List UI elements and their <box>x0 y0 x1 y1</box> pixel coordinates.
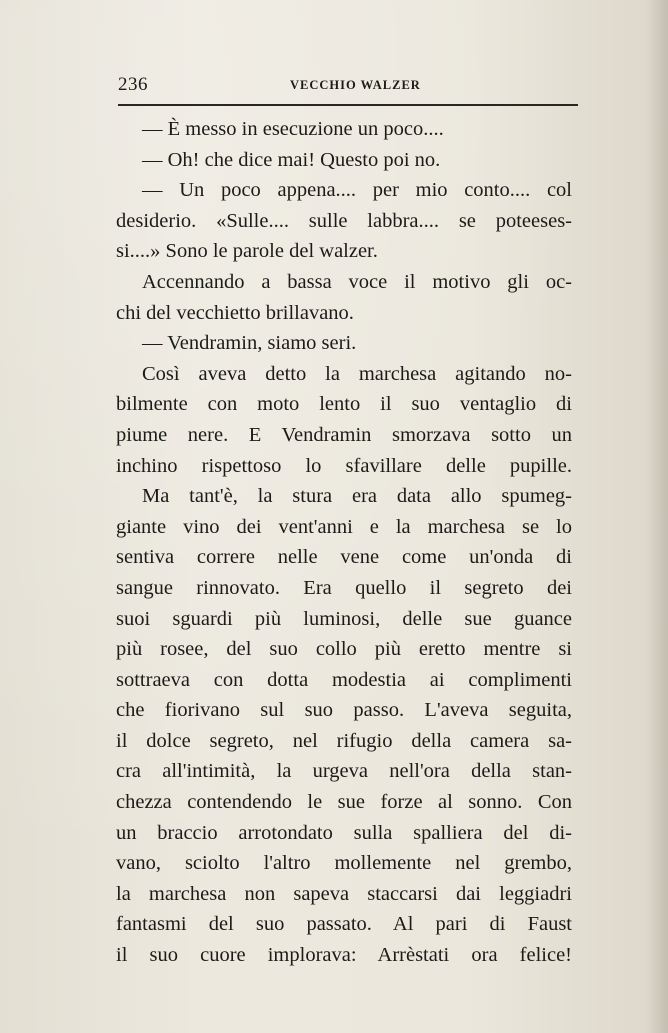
text-line: desiderio. «Sulle.... sulle labbra.... se poteeses- <box>116 209 572 232</box>
text-line: che fiorivano sul suo passo. L'aveva seguita, <box>116 699 572 722</box>
page-number: 236 <box>118 74 148 95</box>
text-line: cra all'intimità, la urgeva nell'ora della stan- <box>116 760 572 783</box>
running-title: VECCHIO WALZER <box>290 78 421 92</box>
text-line: — È messo in esecuzione un poco.... <box>142 118 444 140</box>
text-line: bilmente con moto lento il suo ventaglio di <box>116 393 572 416</box>
text-line: il suo cuore implorava: Arrèstati ora felice! <box>116 944 572 967</box>
text-line: piume nere. E Vendramin smorzava sotto un <box>116 423 572 446</box>
text-line: un braccio arrotondato sulla spalliera del di- <box>116 821 572 844</box>
text-line: — Un poco appena.... per mio conto.... col <box>142 179 572 202</box>
text-line: vano, sciolto l'altro mollemente nel grembo, <box>116 852 572 875</box>
text-line: chezza contendendo le sue forze al sonno. Con <box>116 791 572 814</box>
header-rule <box>118 104 578 106</box>
text-line: il dolce segreto, nel rifugio della camera sa- <box>116 729 572 752</box>
text-line: sentiva correre nelle vene come un'onda di <box>116 546 572 569</box>
body-text <box>116 114 572 971</box>
text-line: Accennando a bassa voce il motivo gli oc- <box>142 270 572 293</box>
page-edge-shadow <box>646 0 668 1033</box>
text-line: — Oh! che dice mai! Questo poi no. <box>142 148 441 171</box>
text-line: sottraeva con dotta modestia ai complimenti <box>116 668 572 691</box>
text-line: inchino rispettoso lo sfavillare delle pupille. <box>116 454 572 477</box>
text-line: fantasmi del suo passato. Al pari di Faust <box>116 913 572 936</box>
text-line: Così aveva detto la marchesa agitando no- <box>142 362 572 385</box>
text-line: Ma tant'è, la stura era data allo spumeg- <box>142 485 572 508</box>
text-line: giante vino dei vent'anni e la marchesa se lo <box>116 515 572 538</box>
text-line: chi del vecchietto brillavano. <box>116 301 354 324</box>
text-line: la marchesa non sapeva staccarsi dai leggiadri <box>116 882 572 905</box>
text-line: sangue rinnovato. Era quello il segreto dei <box>116 576 572 599</box>
text-line: — Vendramin, siamo seri. <box>142 332 357 355</box>
text-line: si....» Sono le parole del walzer. <box>116 240 378 263</box>
text-line: più rosee, del suo collo più eretto mentre si <box>116 638 572 661</box>
page-header <box>118 74 578 98</box>
text-line: suoi sguardi più luminosi, delle sue guance <box>116 607 572 630</box>
